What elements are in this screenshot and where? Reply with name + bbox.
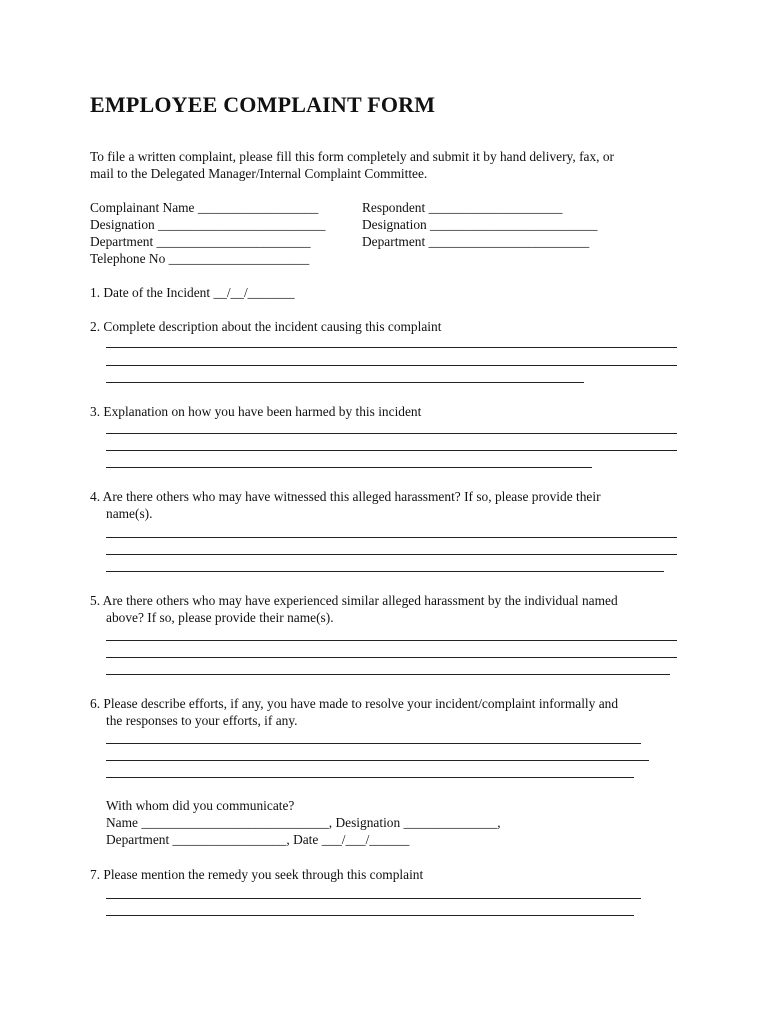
q4-answer-line[interactable] <box>106 554 677 555</box>
complainant-name-field[interactable]: Complainant Name __________________ <box>90 200 319 215</box>
q3-answer-line[interactable] <box>106 450 677 451</box>
question-6-label-cont: the responses to your efforts, if any. <box>106 713 298 728</box>
q2-answer-line[interactable] <box>106 347 677 348</box>
question-5-label-cont: above? If so, please provide their name(s). <box>106 610 334 625</box>
question-7-label: 7. Please mention the remedy you seek through this complaint <box>90 867 424 882</box>
q5-answer-line[interactable] <box>106 674 670 675</box>
q5-answer-line[interactable] <box>106 640 677 641</box>
form-title: EMPLOYEE COMPLAINT FORM <box>90 92 436 117</box>
incident-date-field[interactable]: 1. Date of the Incident __/__/_______ <box>90 285 295 300</box>
question-6-label: 6. Please describe efforts, if any, you have made to resolve your incident/complaint informally and <box>90 696 619 711</box>
q5-answer-line[interactable] <box>106 657 677 658</box>
communication-heading: With whom did you communicate? <box>106 798 295 813</box>
intro-line-2: mail to the Delegated Manager/Internal Complaint Committee. <box>90 166 428 181</box>
question-4-label: 4. Are there others who may have witnessed this alleged harassment? If so, please provide their <box>90 489 601 504</box>
communication-name-designation-field[interactable]: Name ____________________________, Designation ______________, <box>106 815 501 830</box>
question-5-label: 5. Are there others who may have experienced similar alleged harassment by the individual named <box>90 593 618 608</box>
q7-answer-line[interactable] <box>106 898 641 899</box>
complainant-telephone-field[interactable]: Telephone No _____________________ <box>90 251 310 266</box>
q6-answer-line[interactable] <box>106 743 641 744</box>
q2-answer-line[interactable] <box>106 382 584 383</box>
question-2-label: 2. Complete description about the incident causing this complaint <box>90 319 442 334</box>
q4-answer-line[interactable] <box>106 571 664 572</box>
q6-answer-line[interactable] <box>106 777 634 778</box>
q3-answer-line[interactable] <box>106 433 677 434</box>
complainant-designation-field[interactable]: Designation _________________________ <box>90 217 326 232</box>
respondent-name-field[interactable]: Respondent ____________________ <box>362 200 563 215</box>
q7-answer-line[interactable] <box>106 915 634 916</box>
q4-answer-line[interactable] <box>106 537 677 538</box>
respondent-designation-field[interactable]: Designation _________________________ <box>362 217 598 232</box>
q3-answer-line[interactable] <box>106 467 592 468</box>
complainant-department-field[interactable]: Department _______________________ <box>90 234 311 249</box>
respondent-department-field[interactable]: Department ________________________ <box>362 234 590 249</box>
intro-line-1: To file a written complaint, please fill this form completely and submit it by hand delivery, fax, or <box>90 149 615 164</box>
question-3-label: 3. Explanation on how you have been harmed by this incident <box>90 404 422 419</box>
communication-department-date-field[interactable]: Department _________________, Date ___/___/______ <box>106 832 410 847</box>
q6-answer-line[interactable] <box>106 760 649 761</box>
q2-answer-line[interactable] <box>106 365 677 366</box>
question-4-label-cont: name(s). <box>106 506 153 521</box>
